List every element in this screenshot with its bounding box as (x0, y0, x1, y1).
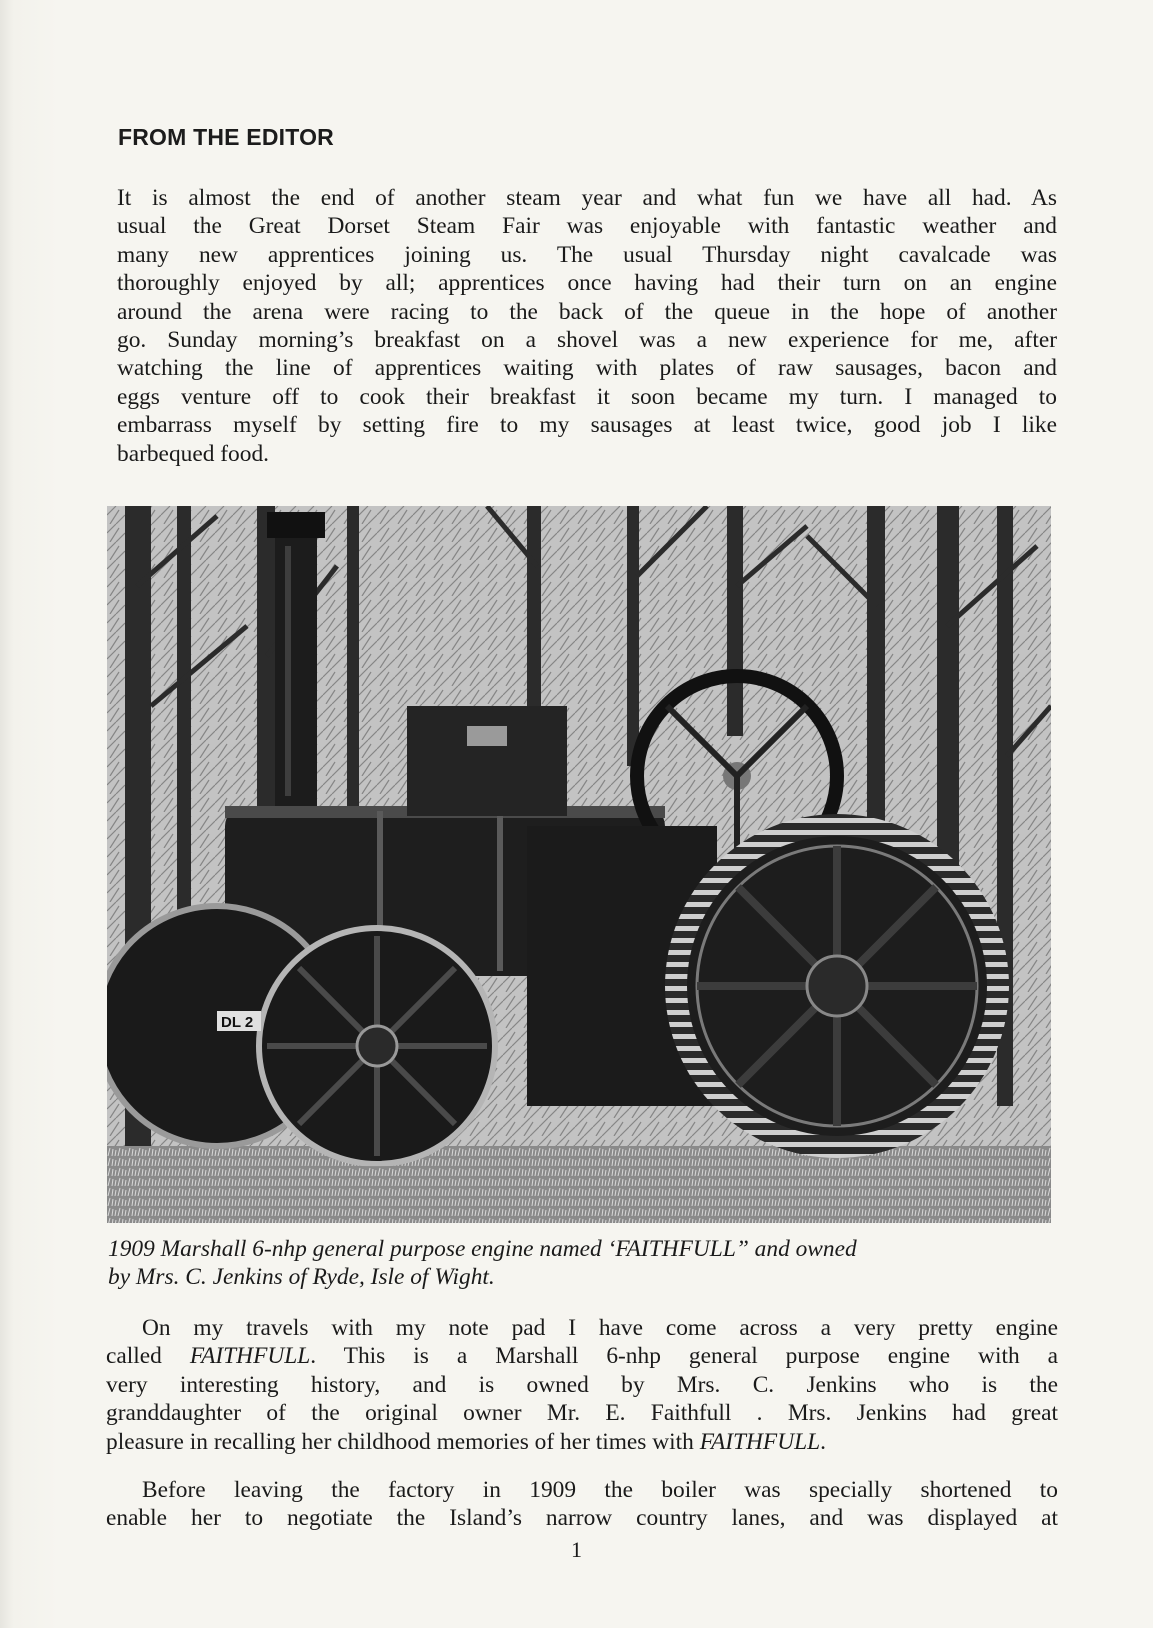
engine-name: FAITHFULL (699, 1428, 821, 1455)
traction-engine-illustration (107, 506, 1051, 1223)
caption-line: 1909 Marshall 6-nhp general purpose engine named ‘FAITHFULL” and owned (108, 1236, 857, 1262)
traction-engine-photo (107, 506, 1051, 1223)
paragraph-line: granddaughter of the original owner Mr. E. Faithfull . Mrs. Jenkins had great (106, 1400, 1058, 1427)
paragraph-line: go. Sunday morning’s breakfast on a shovel was a new experience for me, after (117, 327, 1057, 354)
text-run: pleasure in recalling her childhood memories of her times with (106, 1428, 700, 1455)
history-paragraph (106, 1476, 1058, 1533)
engine-name: FAITHFULL (189, 1343, 311, 1370)
paragraph-line: It is almost the end of another steam year and what fun we have all had. As (117, 185, 1057, 211)
paragraph-line: many new apprentices joining us. The usual Thursday night cavalcade was (117, 241, 1057, 268)
paragraph-line: thoroughly enjoyed by all; apprentices once having had their turn on an engine (117, 270, 1057, 297)
paragraph-line: On my travels with my note pad I have come across a very pretty engine (142, 1315, 1058, 1341)
paragraph-line: very interesting history, and is owned by Mrs. C. Jenkins who is the (106, 1371, 1058, 1398)
paragraph-line: embarrass myself by setting fire to my sausages at least twice, good job I like (117, 412, 1057, 439)
photo-caption (108, 1235, 1058, 1292)
paragraph-line: watching the line of apprentices waiting with plates of raw sausages, bacon and (117, 355, 1057, 382)
paragraph-line: enable her to negotiate the Island’s narrow country lanes, and was displayed at (106, 1505, 1058, 1532)
paragraph-line: around the arena were racing to the back of the queue in the hope of another (117, 298, 1057, 325)
registration-plate: DL 2 (221, 1014, 254, 1031)
paragraph-line: eggs venture off to cook their breakfast it soon became my turn. I managed to (117, 383, 1057, 410)
paragraph-line: barbequed food. (117, 440, 269, 467)
faithfull-paragraph (106, 1314, 1058, 1456)
page-heading: FROM THE EDITOR (118, 124, 334, 150)
rear-wheel (665, 814, 1009, 1158)
page-number: 1 (571, 1537, 582, 1562)
front-wheels (107, 906, 495, 1164)
caption-line: by Mrs. C. Jenkins of Ryde, Isle of Wight. (108, 1264, 495, 1291)
text-run: called (106, 1343, 190, 1370)
paragraph-line (106, 1342, 1058, 1370)
intro-paragraph (117, 184, 1057, 468)
paragraph-line: usual the Great Dorset Steam Fair was enjoyable with fantastic weather and (117, 213, 1057, 240)
paragraph-line (106, 1428, 1058, 1456)
text-run: . (820, 1428, 826, 1455)
paragraph-line: Before leaving the factory in 1909 the boiler was specially shortened to (142, 1477, 1058, 1503)
text-run: . This is a Marshall 6-nhp general purpose engine with a (310, 1343, 1058, 1370)
